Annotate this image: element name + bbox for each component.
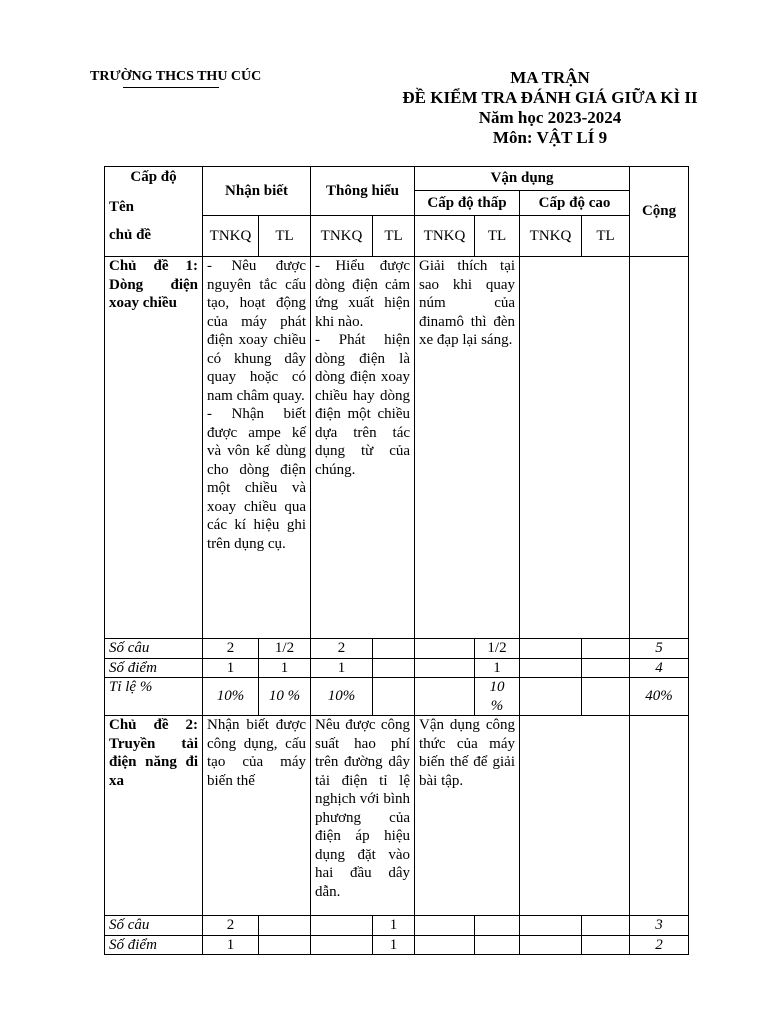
code-cell: TL	[582, 216, 630, 257]
header-cong: Cộng	[630, 167, 689, 257]
topic2-nhan-biet: Nhận biết được công dụng, cấu tạo của máy biến thế	[203, 716, 311, 916]
stat-cell	[582, 639, 630, 659]
topic2-content-row	[105, 716, 689, 916]
header-nhan-biet: Nhận biết	[203, 167, 311, 216]
topic2-van-dung-cao	[520, 716, 630, 916]
stat-cell	[582, 935, 630, 955]
ti-le-total: 40%	[630, 678, 689, 716]
doc-title: MA TRẬN	[510, 68, 590, 87]
so-diem-label: Số điểm	[105, 658, 203, 678]
stat-cell: 2	[203, 639, 259, 659]
topic1-ti-le-row	[105, 678, 689, 716]
stat-cell: 1	[259, 658, 311, 678]
stat-cell: 2	[311, 639, 373, 659]
ti-le-cell	[415, 678, 475, 716]
so-cau-label: Số câu	[105, 916, 203, 936]
code-cell: TNKQ	[203, 216, 259, 257]
topic2-cong	[630, 716, 689, 916]
stat-cell: 1/2	[259, 639, 311, 659]
code-cell: TL	[475, 216, 520, 257]
topic1-thong-hieu: - Hiểu được dòng điện cảm ứng xuất hiện khi nào. - Phát hiện dòng điện là dòng điện xoay chiều hay dòng điện một chiều dựa trên tác dụng từ của chúng.	[311, 257, 415, 639]
stat-total: 5	[630, 639, 689, 659]
topic1-so-cau-row	[105, 639, 689, 659]
header-topic-column	[105, 167, 203, 257]
topic2-name: Chủ đề 2: Truyền tải điện năng đi xa	[105, 716, 203, 916]
header-chude: chủ đề	[109, 227, 152, 243]
stat-total: 3	[630, 916, 689, 936]
stat-cell	[582, 916, 630, 936]
stat-cell: 2	[203, 916, 259, 936]
stat-cell: 1	[203, 658, 259, 678]
so-cau-label: Số câu	[105, 639, 203, 659]
stat-cell: 1	[203, 935, 259, 955]
header-ten: Tên	[109, 198, 135, 215]
stat-cell	[373, 658, 415, 678]
header-cap-do-cao: Cấp độ cao	[520, 191, 630, 216]
header-row-1	[105, 167, 689, 191]
code-cell: TNKQ	[415, 216, 475, 257]
stat-cell	[311, 916, 373, 936]
school-name: TRƯỜNG THCS THU CÚC	[90, 69, 262, 84]
header-van-dung: Vận dụng	[415, 167, 630, 191]
topic2-van-dung-thap: Vận dụng công thức của máy biến thế để giải bài tập.	[415, 716, 520, 916]
topic1-van-dung-cao	[520, 257, 630, 639]
stat-cell	[259, 916, 311, 936]
stat-cell: 1	[373, 935, 415, 955]
topic2-so-cau-row	[105, 916, 689, 936]
stat-cell: 1	[373, 916, 415, 936]
stat-cell	[415, 935, 475, 955]
ti-le-cell: 10%	[311, 678, 373, 716]
header-cap-do-thap: Cấp độ thấp	[415, 191, 520, 216]
header-thong-hieu: Thông hiểu	[311, 167, 415, 216]
stat-cell	[475, 935, 520, 955]
assessment-matrix-table	[104, 166, 689, 955]
ti-le-label: Tỉ lệ %	[105, 678, 203, 716]
code-cell: TL	[373, 216, 415, 257]
stat-cell: 1	[475, 658, 520, 678]
stat-cell	[475, 916, 520, 936]
doc-subtitle: ĐỀ KIỂM TRA ĐÁNH GIÁ GIỮA KÌ II	[402, 88, 698, 107]
school-underline	[123, 87, 219, 88]
topic1-cong	[630, 257, 689, 639]
stat-cell	[373, 639, 415, 659]
ti-le-cell: 10 %	[259, 678, 311, 716]
topic1-so-diem-row	[105, 658, 689, 678]
topic1-name: Chủ đề 1: Dòng điện xoay chiều	[105, 257, 203, 639]
stat-total: 4	[630, 658, 689, 678]
ti-le-cell	[520, 678, 582, 716]
ti-le-cell: 10 %	[475, 678, 520, 716]
so-diem-label: Số điểm	[105, 935, 203, 955]
ti-le-cell	[582, 678, 630, 716]
stat-cell	[520, 935, 582, 955]
stat-cell	[582, 658, 630, 678]
stat-cell	[415, 658, 475, 678]
topic1-van-dung-thap: Giải thích tại sao khi quay núm của đinamô thì đèn xe đạp lại sáng.	[415, 257, 520, 639]
stat-cell	[311, 935, 373, 955]
code-cell: TNKQ	[520, 216, 582, 257]
code-cell: TNKQ	[311, 216, 373, 257]
ti-le-cell	[373, 678, 415, 716]
code-cell: TL	[259, 216, 311, 257]
topic1-content-row	[105, 257, 689, 639]
stat-cell	[520, 658, 582, 678]
header-capdo: Cấp độ	[130, 169, 177, 185]
ti-le-cell: 10%	[203, 678, 259, 716]
topic1-nhan-biet: - Nêu được nguyên tắc cấu tạo, hoạt động của máy phát điện xoay chiều có khung dây quay hoặc có nam châm quay. - Nhận biết được ampe kế và vôn kế dùng cho dòng điện một chiều và xoay chiều qua các kí hiệu ghi trên dụng cụ.	[203, 257, 311, 639]
stat-cell: 1	[311, 658, 373, 678]
document-heading	[380, 68, 720, 148]
stat-cell	[520, 639, 582, 659]
stat-cell	[415, 639, 475, 659]
subject: Môn: VẬT LÍ 9	[492, 128, 608, 147]
stat-cell: 1/2	[475, 639, 520, 659]
school-year: Năm học 2023-2024	[478, 108, 622, 127]
topic2-so-diem-row	[105, 935, 689, 955]
stat-cell	[520, 916, 582, 936]
stat-cell	[415, 916, 475, 936]
stat-cell	[259, 935, 311, 955]
stat-total: 2	[630, 935, 689, 955]
topic2-thong-hieu: Nêu được công suất hao phí trên đường dây tải điện tỉ lệ nghịch với bình phương của điện áp hiệu dụng đặt vào hai đầu dây dẫn.	[311, 716, 415, 916]
